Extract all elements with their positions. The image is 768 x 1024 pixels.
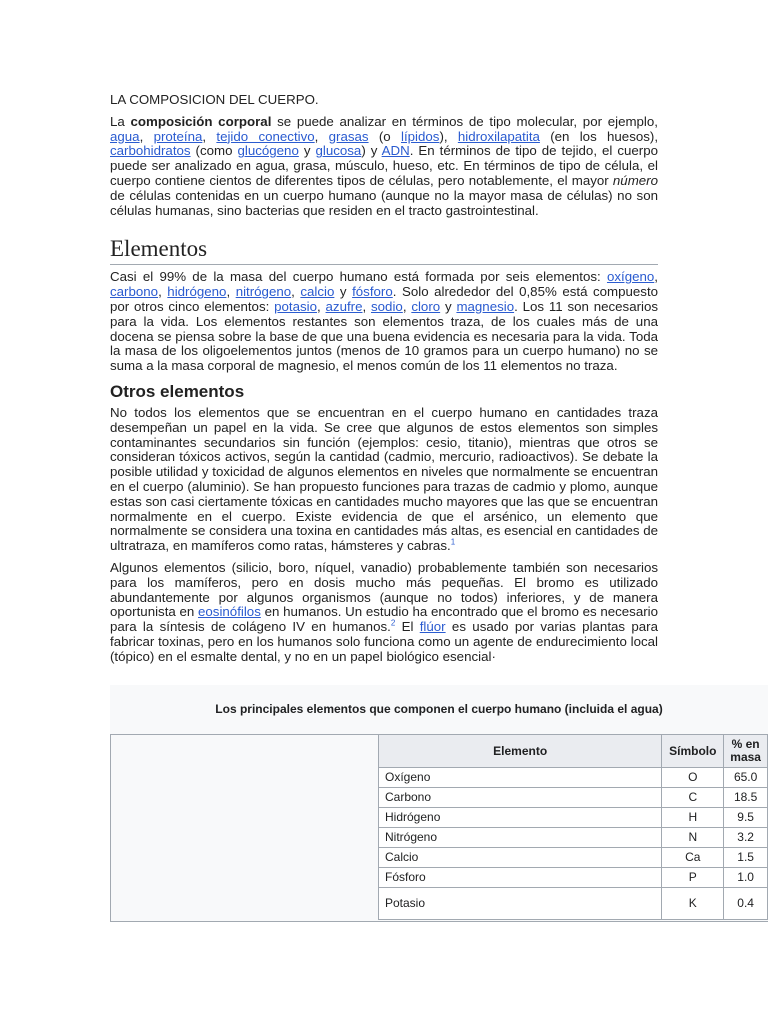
- header-symbol: Símbolo: [662, 735, 724, 768]
- cell-element: Potasio: [379, 888, 662, 920]
- link-nitrogeno[interactable]: nitrógeno: [235, 284, 292, 300]
- cell-mass: 18.5: [724, 788, 768, 808]
- link-glucogeno[interactable]: glucógeno: [237, 143, 299, 159]
- link-carbono[interactable]: carbono: [110, 284, 159, 300]
- cell-mass: 3.2: [724, 828, 768, 848]
- section-heading-otros-elementos: Otros elementos: [110, 381, 245, 401]
- intro-paragraph: La composición corporal se puede analizar en términos de tipo molecular, por ejemplo, agua, proteína, tejido conectivo, grasas (o lípidos), hidroxilapatita (en los huesos), carbohidratos (como glucógeno y glucosa) y ADN. En términos de tipo de tejido, el cuerpo puede ser analizado en agua, grasa, músculo, hueso, etc. En términos de tipo de célula, el cuerpo contiene cientos de diferentes tipos de células, pero notablemente, el mayor número de células contenidas en un cuerpo humano (aunque no la mayor masa de células) no son células humanas, sino bacterias que residen en el tracto gastrointestinal.: [110, 113, 659, 218]
- link-hidrogeno[interactable]: hidrógeno: [167, 284, 227, 300]
- link-sodio[interactable]: sodio: [371, 298, 403, 314]
- link-calcio[interactable]: calcio: [300, 284, 335, 300]
- link-grasas[interactable]: grasas: [328, 128, 369, 144]
- link-cloro[interactable]: cloro: [411, 298, 441, 314]
- cell-mass: 65.0: [724, 768, 768, 788]
- table-row: [379, 828, 768, 848]
- elements-table-panel: [110, 685, 768, 921]
- document-title: LA COMPOSICION DEL CUERPO.: [110, 92, 319, 107]
- header-mass: % en masa: [724, 735, 768, 768]
- link-proteina[interactable]: proteína: [153, 128, 203, 144]
- cell-element: Carbono: [379, 788, 662, 808]
- link-oxigeno[interactable]: oxígeno: [606, 269, 655, 285]
- cell-element: Calcio: [379, 848, 662, 868]
- table-row: [379, 888, 768, 920]
- link-hidroxilapatita[interactable]: hidroxilapatita: [457, 128, 540, 144]
- cell-symbol: N: [662, 828, 724, 848]
- link-glucosa[interactable]: glucosa: [315, 143, 362, 159]
- table-container: [110, 734, 768, 922]
- cell-symbol: K: [662, 888, 724, 920]
- cell-symbol: O: [662, 768, 724, 788]
- otros-paragraph-1: No todos los elementos que se encuentran en el cuerpo humano en cantidades traza desempeñan un papel en la vida. Se cree que algunos de estos elementos son simples contaminantes secundarios sin función (ejemplos: cesio, titanio), mientras que otros se consideran tóxicos activos, según la cantidad (cadmio, mercurio, radioactivos). Se debate la posible utilidad y toxicidad de algunos elementos en niveles que normalmente se encuentran en el cuerpo (aluminio). Se han propuesto funciones para trazas de cadmio y plomo, aunque estas son casi ciertamente tóxicas en cantidades mucho mayores que las que se encuentran normalmente en el cuerpo. Existe evidencia de que el arsénico, un elemento que normalmente se considera una toxina en cantidades más altas, es esencial en cantidades de ultratraza, en mamíferos como ratas, hámsteres y cabras.$^1$: [110, 404, 658, 554]
- elementos-paragraph: Casi el 99% de la masa del cuerpo humano está formada por seis elementos: oxígeno, carbono, hidrógeno, nitrógeno, calcio y fósforo. Solo alrededor del 0,85% está compuesto por otros cinco elementos: potasio, azufre, sodio, cloro y magnesio. Los 11 son necesarios para la vida. Los elementos restantes son elementos traza, de los cuales más de una docena se piensa sobre la base de que una buena evidencia es necesaria para la vida. Toda la masa de los oligoelementos juntos (menos de 10 gramos para un cuerpo humano) no se suma a la masa corporal de magnesio, el menos común de los 11 elementos no traza.: [110, 269, 659, 374]
- table-row: [379, 788, 768, 808]
- reference-1[interactable]: 1: [450, 537, 456, 547]
- table-header-row: [379, 735, 768, 768]
- link-azufre[interactable]: azufre: [325, 298, 363, 314]
- table-row: [379, 868, 768, 888]
- reference-2[interactable]: 2: [390, 618, 396, 628]
- cell-mass: 1.0: [724, 868, 768, 888]
- link-eosinofilos[interactable]: eosinófilos: [198, 604, 261, 620]
- table-row: [379, 808, 768, 828]
- link-potasio[interactable]: potasio: [274, 298, 318, 314]
- cell-mass: 0.4: [724, 888, 768, 920]
- link-fosforo[interactable]: fósforo: [352, 284, 393, 300]
- cell-symbol: C: [662, 788, 724, 808]
- numero-italic: número: [612, 172, 658, 188]
- cell-element: Nitrógeno: [379, 828, 662, 848]
- table-caption: Los principales elementos que componen el cuerpo humano (incluida el agua): [215, 702, 663, 716]
- header-element: Elemento: [379, 735, 662, 768]
- link-magnesio[interactable]: magnesio: [456, 298, 515, 314]
- cell-symbol: H: [662, 808, 724, 828]
- table-row: [379, 768, 768, 788]
- link-agua[interactable]: agua: [110, 128, 140, 144]
- cell-element: Oxígeno: [379, 768, 662, 788]
- table-row: [379, 848, 768, 868]
- cell-mass: 9.5: [724, 808, 768, 828]
- document-body: [110, 93, 658, 665]
- elements-table: [378, 734, 768, 920]
- cell-symbol: Ca: [662, 848, 724, 868]
- link-adn[interactable]: ADN: [381, 143, 410, 159]
- link-carbohidratos[interactable]: carbohidratos: [110, 143, 191, 159]
- composicion-corporal-bold: composición corporal: [130, 113, 272, 129]
- link-lipidos[interactable]: lípidos: [401, 128, 440, 144]
- otros-paragraph-2: Algunos elementos (silicio, boro, níquel, vanadio) probablemente también son necesarios para los mamíferos, pero en dosis mucho más pequeñas. El bromo es utilizado abundantemente por algunos organismos (aunque no todos) inferiores, y de manera oportunista en eosinófilos en humanos. Un estudio ha encontrado que el bromo es necesario para la síntesis de colágeno IV en humanos.$^2$ El flúor es usado por varias plantas para fabricar toxinas, pero en los humanos solo funciona como un agente de endurecimiento local (tópico) en el esmalte dental, y no en un papel biológico esencial·: [110, 559, 659, 664]
- link-tejido-conectivo[interactable]: tejido conectivo: [216, 128, 315, 144]
- cell-element: Hidrógeno: [379, 808, 662, 828]
- link-fluor[interactable]: flúor: [419, 619, 446, 635]
- cell-mass: 1.5: [724, 848, 768, 868]
- cell-symbol: P: [662, 868, 724, 888]
- cell-element: Fósforo: [379, 868, 662, 888]
- section-heading-elementos: Elementos: [110, 236, 658, 265]
- trailing-dot: ·: [491, 648, 496, 664]
